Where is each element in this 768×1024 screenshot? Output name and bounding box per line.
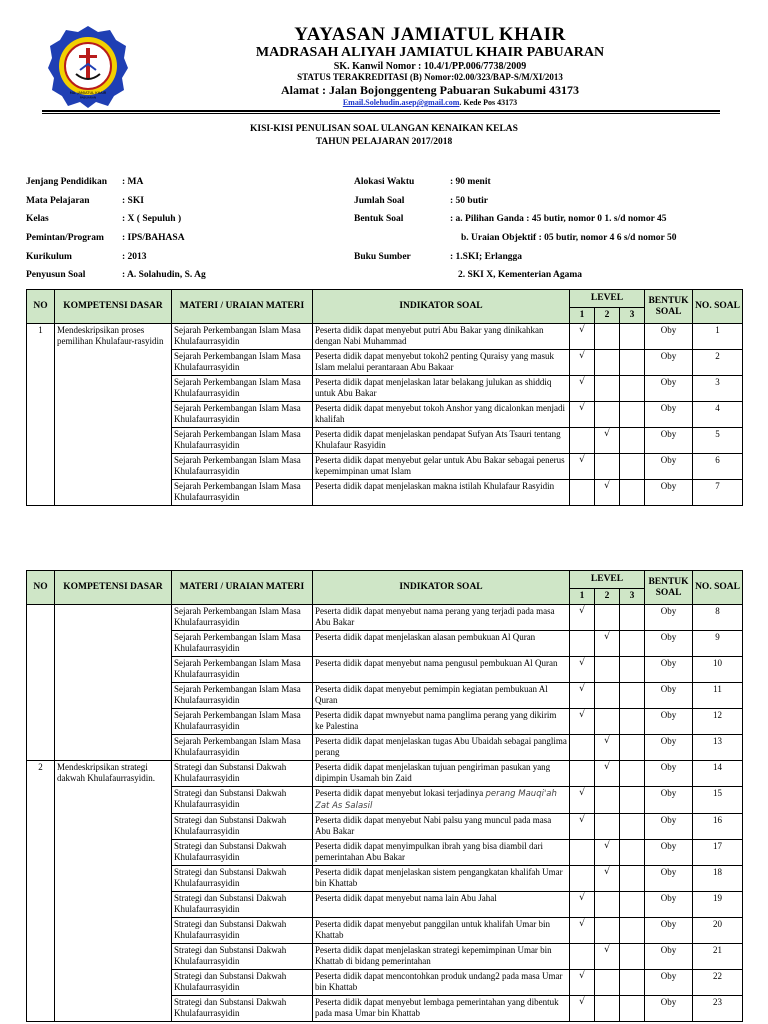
indikator-text: Peserta didik dapat menyebut nama lain Abu Jahal (315, 893, 497, 903)
kurikulum-value: : 2013 (122, 252, 147, 262)
cell-level-2 (595, 814, 620, 840)
cell-bentuk: Oby (645, 683, 693, 709)
cell-materi: Sejarah Perkembangan Islam Masa Khulafaurrasyidin (172, 480, 313, 506)
indikator-text: Peserta didik dapat menyebut nama pengusul pembukuan Al Quran (315, 658, 558, 668)
kelas-label: Kelas (26, 214, 49, 224)
cell-level-1 (570, 761, 595, 787)
cell-indikator (313, 605, 570, 631)
cell-level-1 (570, 480, 595, 506)
indikator-text: Peserta didik dapat menyebut tokoh Anshor yang dicalonkan menjadi khalifah (315, 403, 565, 424)
cell-materi: Strategi dan Substansi Dakwah Khulafaurrasyidin (172, 814, 313, 840)
cell-indikator (313, 970, 570, 996)
cell-nosoal: 10 (693, 657, 743, 683)
logo-text: MA. JAMIATUL KHAIR (69, 91, 107, 95)
indikator-text: Peserta didik dapat menjelaskan sistem pengangkatan khalifah Umar bin Khattab (315, 867, 563, 888)
header-level: LEVEL (570, 571, 645, 589)
cell-level-1: √ (570, 683, 595, 709)
cell-level-3 (620, 402, 645, 428)
cell-level-1: √ (570, 918, 595, 944)
cell-level-3 (620, 376, 645, 402)
sk-number: SK. Kanwil Nomor : 10.4/1/PP.006/7738/2009 (333, 61, 527, 72)
buku-value: : 1.SKI; Erlangga (450, 252, 523, 262)
cell-level-1 (570, 631, 595, 657)
address: Alamat : Jalan Bojonggenteng Pabuaran Sukabumi 43173 (280, 83, 580, 97)
indikator-extra-text: perang Mauqi'ah Zat As Salasil (315, 789, 557, 811)
indikator-text: Peserta didik dapat menjelaskan makna istilah Khulafaur Rasyidin (315, 481, 555, 491)
cell-materi: Sejarah Perkembangan Islam Masa Khulafaurrasyidin (172, 376, 313, 402)
cell-nosoal: 20 (693, 918, 743, 944)
cell-level-1: √ (570, 657, 595, 683)
cell-indikator (313, 840, 570, 866)
cell-level-2 (595, 709, 620, 735)
header-level: LEVEL (570, 290, 645, 308)
cell-level-3 (620, 454, 645, 480)
header-indikator: INDIKATOR SOAL (313, 290, 570, 324)
indikator-text: Peserta didik dapat menyimpulkan ibrah yang bisa diambil dari pemerintahan Abu Bakar (315, 841, 543, 862)
cell-level-2 (595, 996, 620, 1022)
indikator-text: Peserta didik dapat menyebut gelar untuk Abu Bakar sebagai penerus kepemimpinan umat Islam (315, 455, 565, 476)
cell-nosoal: 11 (693, 683, 743, 709)
cell-nosoal: 2 (693, 350, 743, 376)
header-kompetensi: KOMPETENSI DASAR (55, 571, 172, 605)
cell-level-1 (570, 840, 595, 866)
indikator-text: Peserta didik dapat menjelaskan tujuan pengiriman pasukan yang dipimpin Usamah bin Zaid (315, 762, 551, 783)
cell-level-2 (595, 376, 620, 402)
cell-level-3 (620, 324, 645, 350)
indikator-text: Peserta didik dapat menyebut lokasi terjadinya (315, 788, 484, 798)
cell-materi: Sejarah Perkembangan Islam Masa Khulafaurrasyidin (172, 683, 313, 709)
email-link[interactable]: Email.Solehudin.asep@gmail.com (342, 98, 460, 107)
cell-level-1: √ (570, 709, 595, 735)
kelas-value: : X ( Sepuluh ) (122, 214, 182, 224)
cell-materi: Sejarah Perkembangan Islam Masa Khulafaurrasyidin (172, 428, 313, 454)
cell-level-1: √ (570, 402, 595, 428)
cell-nosoal: 5 (693, 428, 743, 454)
cell-indikator (313, 480, 570, 506)
cell-bentuk: Oby (645, 480, 693, 506)
cell-nosoal: 1 (693, 324, 743, 350)
cell-level-2: √ (595, 480, 620, 506)
peminatan-label: Pemintan/Program (26, 233, 104, 243)
cell-materi: Sejarah Perkembangan Islam Masa Khulafaurrasyidin (172, 402, 313, 428)
indikator-text: Peserta didik dapat menjelaskan strategi kepemimpinan Umar bin Khattab di bidang pemerintahan (315, 945, 552, 966)
cell-indikator (313, 683, 570, 709)
cell-indikator (313, 866, 570, 892)
cell-materi: Strategi dan Substansi Dakwah Khulafaurrasyidin (172, 761, 313, 787)
cell-level-1: √ (570, 324, 595, 350)
cell-level-1: √ (570, 814, 595, 840)
cell-nosoal: 21 (693, 944, 743, 970)
cell-materi: Strategi dan Substansi Dakwah Khulafaurrasyidin (172, 918, 313, 944)
cell-materi: Sejarah Perkembangan Islam Masa Khulafaurrasyidin (172, 657, 313, 683)
cell-bentuk: Oby (645, 970, 693, 996)
indikator-text: Peserta didik dapat menyebut panggilan untuk khalifah Umar bin Khattab (315, 919, 550, 940)
cell-bentuk: Oby (645, 840, 693, 866)
cell-bentuk: Oby (645, 761, 693, 787)
cell-nosoal: 12 (693, 709, 743, 735)
cell-nosoal: 23 (693, 996, 743, 1022)
cell-level-1 (570, 428, 595, 454)
cell-indikator (313, 709, 570, 735)
cell-bentuk: Oby (645, 996, 693, 1022)
cell-level-3 (620, 480, 645, 506)
doc-subtitle: TAHUN PELAJARAN 2017/2018 (315, 137, 453, 147)
cell-bentuk: Oby (645, 324, 693, 350)
cell-materi: Sejarah Perkembangan Islam Masa Khulafaurrasyidin (172, 324, 313, 350)
school-name: MADRASAH ALIYAH JAMIATUL KHAIR PABUARAN (255, 45, 605, 60)
cell-materi: Strategi dan Substansi Dakwah Khulafaurrasyidin (172, 892, 313, 918)
cell-level-2: √ (595, 631, 620, 657)
cell-nosoal: 4 (693, 402, 743, 428)
cell-nosoal: 15 (693, 787, 743, 814)
cell-level-2 (595, 350, 620, 376)
mapel-value: : SKI (122, 196, 144, 206)
cell-bentuk: Oby (645, 709, 693, 735)
table-row (27, 605, 743, 631)
cell-level-2 (595, 683, 620, 709)
header-level-3: 3 (620, 308, 645, 324)
table-1-body (27, 324, 743, 506)
kisi-table-1 (26, 289, 743, 506)
penyusun-value: : A. Solahudin, S. Ag (122, 270, 206, 280)
header-level-2: 2 (595, 308, 620, 324)
cell-bentuk: Oby (645, 918, 693, 944)
cell-materi: Strategi dan Substansi Dakwah Khulafaurrasyidin (172, 866, 313, 892)
cell-bentuk: Oby (645, 787, 693, 814)
cell-indikator (313, 918, 570, 944)
cell-materi: Sejarah Perkembangan Islam Masa Khulafaurrasyidin (172, 605, 313, 631)
cell-level-1 (570, 944, 595, 970)
header-rule-thin (42, 113, 720, 114)
peminatan-value: : IPS/BAHASA (122, 233, 185, 243)
indikator-text: Peserta didik dapat menyebut Nabi palsu yang muncul pada masa Abu Bakar (315, 815, 552, 836)
cell-indikator (313, 944, 570, 970)
cell-nosoal: 19 (693, 892, 743, 918)
cell-level-2 (595, 787, 620, 814)
cell-level-3 (620, 735, 645, 761)
school-logo (46, 24, 130, 108)
cell-kompetensi: Mendeskripsikan strategi dakwah Khulafaurrasyidin. (55, 761, 172, 1022)
indikator-text: Peserta didik dapat menyebut nama perang yang terjadi pada masa Abu Bakar (315, 606, 555, 627)
cell-indikator (313, 657, 570, 683)
cell-level-2 (595, 324, 620, 350)
cell-indikator (313, 324, 570, 350)
table-row (27, 761, 743, 787)
cell-level-3 (620, 428, 645, 454)
cell-nosoal: 9 (693, 631, 743, 657)
penyusun-label: Penyusun Soal (26, 270, 86, 280)
cell-nosoal: 18 (693, 866, 743, 892)
header-rule (42, 110, 720, 112)
cell-bentuk: Oby (645, 892, 693, 918)
cell-nosoal: 16 (693, 814, 743, 840)
jenjang-label: Jenjang Pendidikan (26, 177, 108, 187)
cell-indikator (313, 814, 570, 840)
table-2-body (27, 605, 743, 1022)
cell-level-1 (570, 866, 595, 892)
cell-bentuk: Oby (645, 814, 693, 840)
cell-bentuk: Oby (645, 428, 693, 454)
header-bentuk: BENTUK SOAL (645, 290, 693, 324)
header-no: NO (27, 571, 55, 605)
table-row (27, 324, 743, 350)
cell-bentuk: Oby (645, 631, 693, 657)
cell-level-1: √ (570, 350, 595, 376)
cell-no: 1 (27, 324, 55, 506)
cell-bentuk: Oby (645, 454, 693, 480)
accreditation: STATUS TERAKREDITASI (B) Nomor:02.00/323/BAP-S/M/XI/2013 (297, 72, 563, 82)
bentuk-value-2: b. Uraian Objektif : 05 butir, nomor 4 6 s/d nomor 50 (461, 233, 677, 243)
cell-level-2 (595, 918, 620, 944)
header-nosoal: NO. SOAL (693, 571, 743, 605)
cell-level-1 (570, 735, 595, 761)
cell-level-2 (595, 970, 620, 996)
cell-level-3 (620, 892, 645, 918)
cell-level-3 (620, 996, 645, 1022)
indikator-text: Peserta didik dapat menjelaskan alasan pembukuan Al Quran (315, 632, 536, 642)
cell-materi: Sejarah Perkembangan Islam Masa Khulafaurrasyidin (172, 709, 313, 735)
cell-materi: Strategi dan Substansi Dakwah Khulafaurrasyidin (172, 787, 313, 814)
cell-kompetensi: Mendeskripsikan proses pemilihan Khulafaur-rasyidin (55, 324, 172, 506)
cell-kompetensi (55, 605, 172, 761)
foundation-name: YAYASAN JAMIATUL KHAIR (294, 24, 566, 45)
indikator-text: Peserta didik dapat mencontohkan produk undang2 pada masa Umar bin Khattab (315, 971, 563, 992)
cell-nosoal: 3 (693, 376, 743, 402)
cell-level-3 (620, 814, 645, 840)
bentuk-label: Bentuk Soal (354, 214, 404, 224)
alokasi-value: : 90 menit (450, 177, 491, 187)
cell-indikator (313, 428, 570, 454)
header-materi: MATERI / URAIAN MATERI (172, 290, 313, 324)
cell-materi: Sejarah Perkembangan Islam Masa Khulafaurrasyidin (172, 350, 313, 376)
indikator-text: Peserta didik dapat menjelaskan tugas Abu Ubaidah sebagai panglima perang (315, 736, 567, 757)
header-kompetensi: KOMPETENSI DASAR (55, 290, 172, 324)
cell-bentuk: Oby (645, 605, 693, 631)
cell-indikator (313, 631, 570, 657)
cell-nosoal: 14 (693, 761, 743, 787)
cell-indikator (313, 402, 570, 428)
cell-materi: Sejarah Perkembangan Islam Masa Khulafaurrasyidin (172, 631, 313, 657)
cell-indikator (313, 376, 570, 402)
cell-bentuk: Oby (645, 350, 693, 376)
cell-indikator (313, 350, 570, 376)
header-materi: MATERI / URAIAN MATERI (172, 571, 313, 605)
cell-level-2 (595, 657, 620, 683)
buku-value-2: 2. SKI X, Kementerian Agama (458, 270, 583, 280)
cell-materi: Strategi dan Substansi Dakwah Khulafaurrasyidin (172, 840, 313, 866)
cell-level-2 (595, 454, 620, 480)
indikator-text: Peserta didik dapat menyebut pemimpin kegiatan pembukuan Al Quran (315, 684, 548, 705)
cell-level-3 (620, 683, 645, 709)
cell-nosoal: 8 (693, 605, 743, 631)
indikator-text: Peserta didik dapat menjelaskan latar belakang julukan as shiddiq untuk Abu Bakar (315, 377, 552, 398)
cell-materi: Strategi dan Substansi Dakwah Khulafaurrasyidin (172, 944, 313, 970)
alokasi-label: Alokasi Waktu (354, 177, 415, 187)
cell-nosoal: 22 (693, 970, 743, 996)
cell-nosoal: 7 (693, 480, 743, 506)
buku-label: Buku Sumber (354, 252, 411, 262)
cell-bentuk: Oby (645, 944, 693, 970)
cell-no (27, 605, 55, 761)
cell-level-1: √ (570, 996, 595, 1022)
doc-title: KISI-KISI PENULISAN SOAL ULANGAN KENAIKAN KELAS (250, 124, 518, 134)
jumlah-value: : 50 butir (450, 196, 488, 206)
jumlah-label: Jumlah Soal (354, 196, 405, 206)
cell-level-2: √ (595, 866, 620, 892)
cell-indikator (313, 996, 570, 1022)
cell-indikator (313, 761, 570, 787)
cell-indikator (313, 787, 570, 814)
cell-level-3 (620, 840, 645, 866)
cell-level-1: √ (570, 892, 595, 918)
cell-indikator (313, 892, 570, 918)
bentuk-value: : a. Pilihan Ganda : 45 butir, nomor 0 1. s/d nomor 45 (450, 214, 667, 224)
mapel-label: Mata Pelajaran (26, 196, 90, 206)
cell-bentuk: Oby (645, 657, 693, 683)
cell-bentuk: Oby (645, 735, 693, 761)
cell-bentuk: Oby (645, 376, 693, 402)
cell-level-3 (620, 605, 645, 631)
cell-level-3 (620, 866, 645, 892)
header-no: NO (27, 290, 55, 324)
cell-level-2 (595, 892, 620, 918)
cell-indikator (313, 735, 570, 761)
header-level-3: 3 (620, 589, 645, 605)
cell-no: 2 (27, 761, 55, 1022)
header-level-2: 2 (595, 589, 620, 605)
jenjang-value: : MA (122, 177, 144, 187)
cell-level-3 (620, 970, 645, 996)
indikator-text: Peserta didik dapat mwnyebut nama panglima perang yang dikirim ke Palestina (315, 710, 557, 731)
cell-bentuk: Oby (645, 866, 693, 892)
cell-nosoal: 6 (693, 454, 743, 480)
cell-level-3 (620, 350, 645, 376)
cell-level-1: √ (570, 970, 595, 996)
header-indikator: INDIKATOR SOAL (313, 571, 570, 605)
cell-materi: Sejarah Perkembangan Islam Masa Khulafaurrasyidin (172, 735, 313, 761)
header-level-1: 1 (570, 308, 595, 324)
cell-level-3 (620, 787, 645, 814)
indikator-text: Peserta didik dapat menjelaskan pendapat Sufyan Ats Tsauri tentang Khulafaur Rasyidin (315, 429, 561, 450)
postal-code: . Kede Pos 43173 (459, 98, 518, 107)
contact-line (170, 98, 690, 107)
header-nosoal: NO. SOAL (693, 290, 743, 324)
cell-materi: Strategi dan Substansi Dakwah Khulafaurrasyidin (172, 970, 313, 996)
cell-level-3 (620, 761, 645, 787)
cell-level-2 (595, 605, 620, 631)
cell-level-3 (620, 631, 645, 657)
cell-level-3 (620, 709, 645, 735)
cell-level-2: √ (595, 428, 620, 454)
cell-level-2 (595, 402, 620, 428)
cell-level-2: √ (595, 761, 620, 787)
cell-indikator (313, 454, 570, 480)
indikator-text: Peserta didik dapat menyebut putri Abu Bakar yang dinikahkan dengan Nabi Muhammad (315, 325, 544, 346)
cell-level-1: √ (570, 787, 595, 814)
cell-nosoal: 17 (693, 840, 743, 866)
cell-level-3 (620, 657, 645, 683)
cell-level-3 (620, 918, 645, 944)
cell-level-1: √ (570, 605, 595, 631)
cell-level-3 (620, 944, 645, 970)
cell-level-1: √ (570, 454, 595, 480)
cell-level-2: √ (595, 735, 620, 761)
logo-subtext: PABUARAN (79, 95, 97, 100)
header-bentuk: BENTUK SOAL (645, 571, 693, 605)
indikator-text: Peserta didik dapat menyebut tokoh2 penting Quraisy yang masuk Islam melalui perantaraan Abu Bakaar (315, 351, 554, 372)
indikator-text: Peserta didik dapat menyebut lembaga pemerintahan yang dibentuk pada masa Umar bin Khattab (315, 997, 559, 1018)
cell-bentuk: Oby (645, 402, 693, 428)
cell-level-1: √ (570, 376, 595, 402)
kisi-table-2 (26, 570, 743, 1022)
header-level-1: 1 (570, 589, 595, 605)
kurikulum-label: Kurikulum (26, 252, 72, 262)
cell-materi: Sejarah Perkembangan Islam Masa Khulafaurrasyidin (172, 454, 313, 480)
cell-level-2: √ (595, 840, 620, 866)
cell-materi: Strategi dan Substansi Dakwah Khulafaurrasyidin (172, 996, 313, 1022)
cell-level-2: √ (595, 944, 620, 970)
cell-nosoal: 13 (693, 735, 743, 761)
